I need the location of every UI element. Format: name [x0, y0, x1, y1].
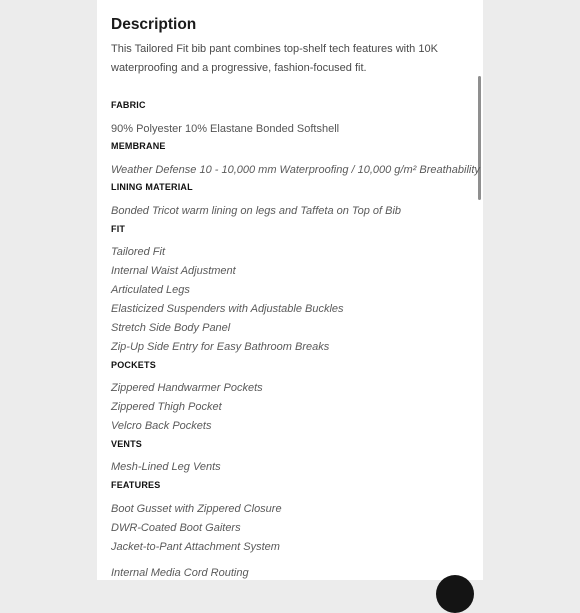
section-heading-lining: LINING MATERIAL	[111, 182, 193, 192]
description-intro: This Tailored Fit bib pant combines top-shelf tech features with 10K waterproofing and a progressive, fashion-focused fit.	[111, 43, 438, 74]
fit-item: Articulated Legs	[111, 284, 190, 296]
fit-item: Stretch Side Body Panel	[111, 322, 231, 334]
membrane-item: Weather Defense 10 - 10,000 mm Waterproofing / 10,000 g/m² Breathability	[111, 164, 480, 176]
section-heading-fit: FIT	[111, 224, 126, 234]
fit-item: Internal Waist Adjustment	[111, 265, 236, 277]
pockets-item: Zippered Thigh Pocket	[111, 401, 222, 413]
features-item: DWR-Coated Boot Gaiters	[111, 522, 241, 534]
section-heading-membrane: MEMBRANE	[111, 141, 166, 151]
section-heading-features: FEATURES	[111, 480, 161, 490]
description-title: Description	[111, 16, 197, 33]
lining-item: Bonded Tricot warm lining on legs and Taffeta on Top of Bib	[111, 205, 402, 217]
fit-item: Zip-Up Side Entry for Easy Bathroom Breaks	[111, 341, 330, 353]
chat-button[interactable]	[436, 575, 474, 613]
section-heading-pockets: POCKETS	[111, 360, 156, 370]
features-item: Internal Media Cord Routing	[111, 567, 249, 579]
fit-item: Tailored Fit	[111, 246, 166, 258]
features-item: Jacket-to-Pant Attachment System	[111, 541, 280, 553]
pockets-item: Zippered Handwarmer Pockets	[111, 382, 263, 394]
fit-item: Elasticized Suspenders with Adjustable Buckles	[111, 303, 344, 315]
scrollbar-thumb[interactable]	[478, 76, 481, 200]
pockets-item: Velcro Back Pockets	[111, 420, 212, 432]
section-heading-fabric: FABRIC	[111, 100, 146, 110]
features-item: Boot Gusset with Zippered Closure	[111, 503, 282, 515]
vents-item: Mesh-Lined Leg Vents	[111, 461, 221, 473]
fabric-item: 90% Polyester 10% Elastane Bonded Softshell	[111, 123, 340, 135]
section-heading-vents: VENTS	[111, 439, 143, 449]
